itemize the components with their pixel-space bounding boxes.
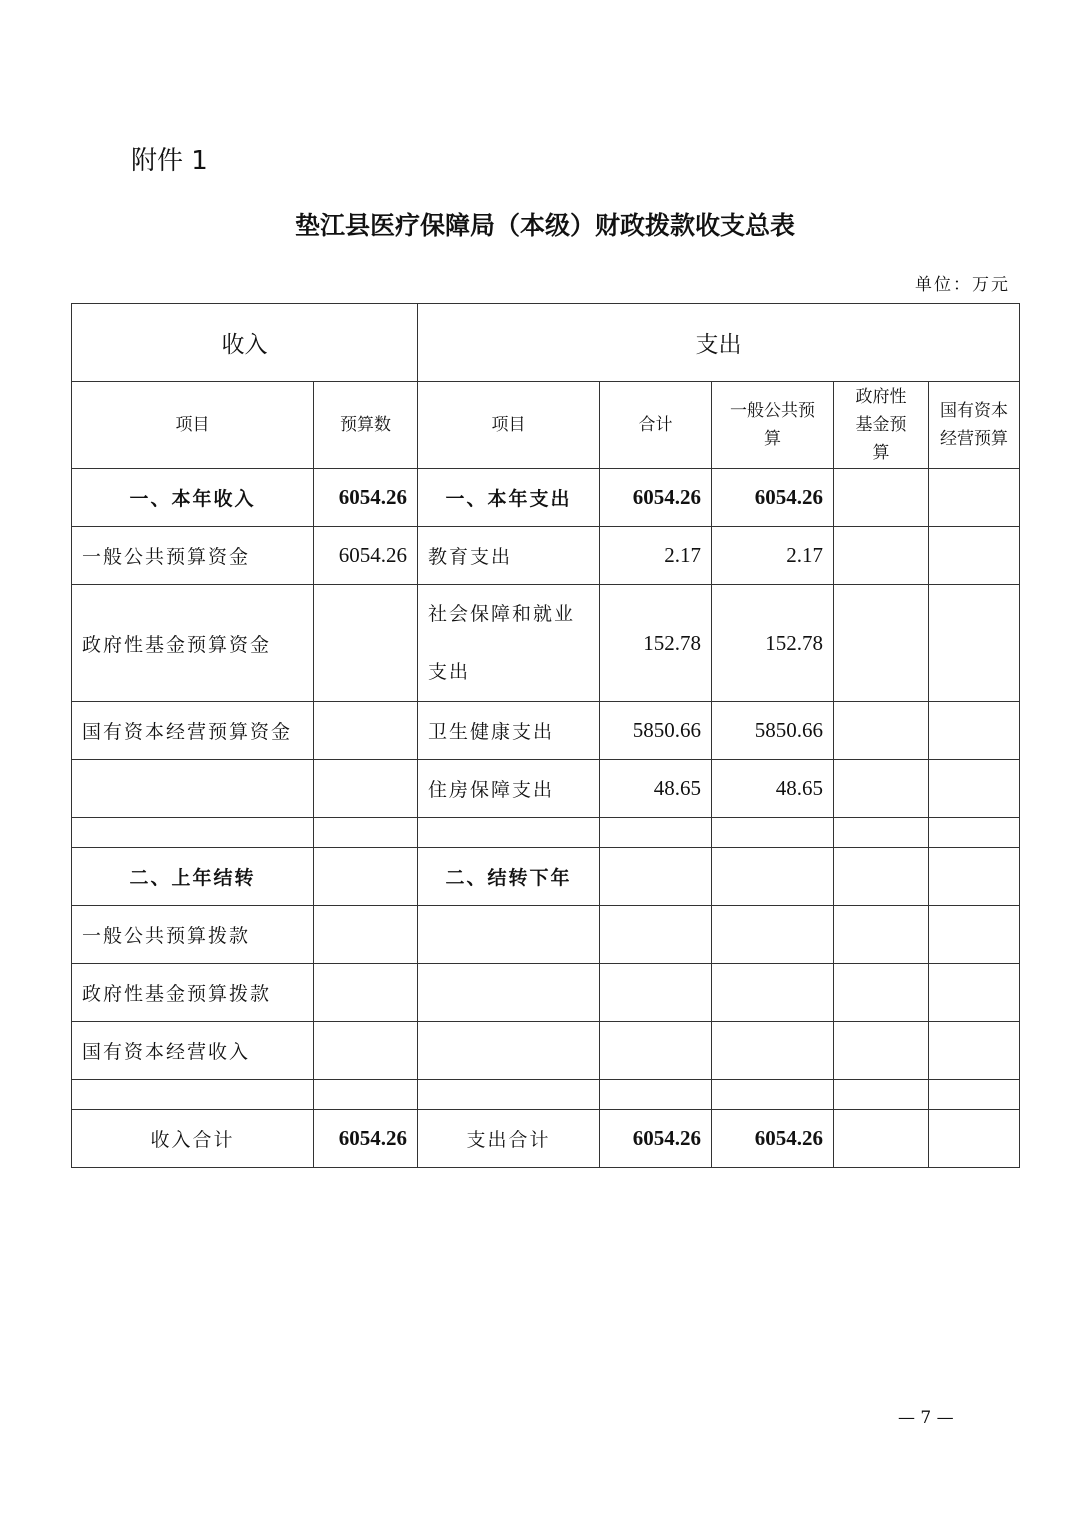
table-cell (712, 964, 834, 1022)
table-row (72, 1110, 1020, 1168)
table-cell: 48.65 (600, 760, 712, 818)
table-row (72, 848, 1020, 906)
table-cell (834, 702, 929, 760)
table-cell (314, 585, 418, 702)
table-cell: 一、本年收入 (72, 469, 314, 527)
table-cell (418, 906, 600, 964)
table-cell (929, 818, 1020, 848)
table-cell (314, 906, 418, 964)
table-cell (834, 527, 929, 585)
table-cell (929, 585, 1020, 702)
table-cell (929, 760, 1020, 818)
table-cell: 152.78 (600, 585, 712, 702)
table-cell: 支出合计 (418, 1110, 600, 1168)
table-cell (834, 1110, 929, 1168)
table-cell: 2.17 (600, 527, 712, 585)
table-cell: 一般公共预算资金 (72, 527, 314, 585)
table-cell: 二、上年结转 (72, 848, 314, 906)
table-cell: 住房保障支出 (418, 760, 600, 818)
table-cell (314, 760, 418, 818)
table-cell (834, 964, 929, 1022)
table-cell: 2.17 (712, 527, 834, 585)
table-row (72, 906, 1020, 964)
table-cell: 二、结转下年 (418, 848, 600, 906)
table-cell (712, 1080, 834, 1110)
table-cell (600, 964, 712, 1022)
table-cell (929, 848, 1020, 906)
unit-label: 单位：万元 (915, 275, 1010, 295)
table-cell (834, 906, 929, 964)
table-cell (314, 1080, 418, 1110)
table-row (72, 469, 1020, 527)
table-cell (929, 1110, 1020, 1168)
table-row (72, 702, 1020, 760)
table-row (72, 585, 1020, 702)
header-row-columns (72, 382, 1020, 469)
budget-table (71, 303, 1020, 1168)
col-header: 项目 (72, 382, 314, 469)
table-cell (929, 906, 1020, 964)
table-cell (834, 760, 929, 818)
table-cell: 5850.66 (600, 702, 712, 760)
table-cell (600, 1080, 712, 1110)
table-cell (712, 906, 834, 964)
table-cell: 国有资本经营收入 (72, 1022, 314, 1080)
col-header: 合计 (600, 382, 712, 469)
table-cell: 教育支出 (418, 527, 600, 585)
table-cell (314, 818, 418, 848)
table-cell (929, 1022, 1020, 1080)
table-row (72, 1022, 1020, 1080)
table-cell (712, 848, 834, 906)
table-cell (72, 1080, 314, 1110)
table-cell: 社会保障和就业支出 (418, 585, 600, 702)
table-cell (600, 818, 712, 848)
table-cell: 一般公共预算拨款 (72, 906, 314, 964)
table-cell (929, 469, 1020, 527)
table-cell: 政府性基金预算资金 (72, 585, 314, 702)
table-cell: 48.65 (712, 760, 834, 818)
table-row (72, 760, 1020, 818)
document-title: 垫江县医疗保障局（本级）财政拨款收支总表 (294, 211, 795, 240)
table-cell (314, 964, 418, 1022)
table-cell (418, 1022, 600, 1080)
table-cell: 6054.26 (600, 469, 712, 527)
table-cell: 一、本年支出 (418, 469, 600, 527)
col-header: 项目 (418, 382, 600, 469)
expense-header: 支出 (418, 304, 1020, 382)
page-number: — 7 — (898, 1408, 954, 1428)
table-cell (929, 964, 1020, 1022)
table-row (72, 1080, 1020, 1110)
table-cell: 152.78 (712, 585, 834, 702)
table-cell: 6054.26 (712, 1110, 834, 1168)
table-cell (600, 1022, 712, 1080)
table-cell (418, 818, 600, 848)
table-cell: 6054.26 (314, 1110, 418, 1168)
table-cell: 6054.26 (712, 469, 834, 527)
table-cell (418, 964, 600, 1022)
table-cell (72, 818, 314, 848)
table-cell (834, 848, 929, 906)
table-cell (929, 1080, 1020, 1110)
table-cell: 国有资本经营预算资金 (72, 702, 314, 760)
table-cell (929, 702, 1020, 760)
table-cell (834, 1080, 929, 1110)
table-cell (314, 848, 418, 906)
table-cell (600, 848, 712, 906)
table-cell: 6054.26 (600, 1110, 712, 1168)
table-cell (929, 527, 1020, 585)
table-cell: 卫生健康支出 (418, 702, 600, 760)
table-row (72, 818, 1020, 848)
attachment-label: 附件 1 (131, 146, 208, 176)
table-cell (314, 702, 418, 760)
col-header: 一般公共预算 (712, 382, 834, 469)
table-cell (314, 1022, 418, 1080)
table-cell (72, 760, 314, 818)
table-cell (834, 1022, 929, 1080)
table-cell (834, 818, 929, 848)
table-cell: 5850.66 (712, 702, 834, 760)
table-cell (834, 469, 929, 527)
table-cell (712, 818, 834, 848)
table-cell: 政府性基金预算拨款 (72, 964, 314, 1022)
col-header: 预算数 (314, 382, 418, 469)
table-cell: 6054.26 (314, 527, 418, 585)
income-header: 收入 (72, 304, 418, 382)
table-cell (712, 1022, 834, 1080)
table-row (72, 527, 1020, 585)
table-cell: 6054.26 (314, 469, 418, 527)
col-header: 国有资本经营预算 (929, 382, 1020, 469)
header-row-group (72, 304, 1020, 382)
table-cell (418, 1080, 600, 1110)
table-cell (834, 585, 929, 702)
table-cell: 收入合计 (72, 1110, 314, 1168)
table-cell (600, 906, 712, 964)
col-header: 政府性基金预算 (834, 382, 929, 469)
table-row (72, 964, 1020, 1022)
